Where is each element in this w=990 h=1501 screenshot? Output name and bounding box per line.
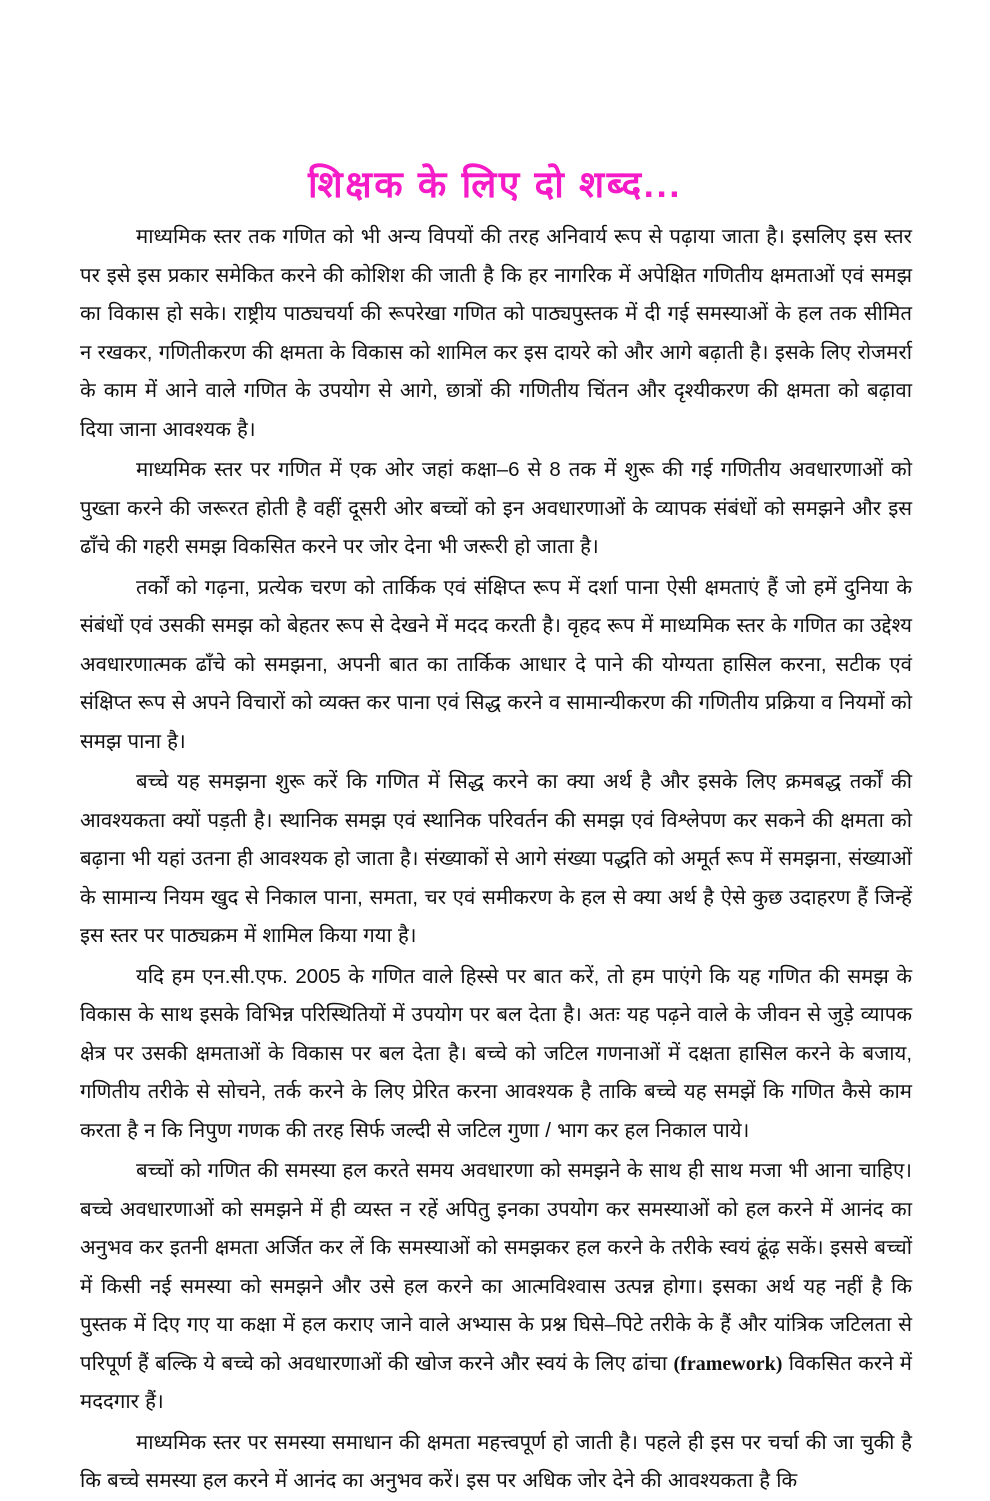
page-title: शिक्षक के लिए दो शब्द... [307,163,683,205]
paragraph-6-latin-term: (framework) [673,1352,783,1375]
paragraph-3: तर्कों को गढ़ना, प्रत्येक चरण को तार्किक एवं संक्षिप्त रूप में दर्शा पाना ऐसी क्षमताएं हैं जो हमें दुनिया के संबंधों एवं उसकी समझ को बेहतर रूप से देखने में मदद करती है। वृहद रूप में माध्यमिक स्तर के गणित का उद्देश्य अवधारणात्मक ढाँचे को समझना, अपनी बात का तार्किक आधार दे पाने की योग्यता हासिल करना, सटीक एवं संक्षिप्त रूप से अपने विचारों को व्यक्त कर पाना एवं सिद्ध करने व सामान्यीकरण की गणितीय प्रक्रिया व नियमों को समझ पाना है। [80,576,912,753]
paragraph-1: माध्यमिक स्तर तक गणित को भी अन्य विपयों की तरह अनिवार्य रूप से पढ़ाया जाता है। इसलिए इस स्तर पर इसे इस प्रकार समेकित करने की कोशिश की जाती है कि हर नागरिक में अपेक्षित गणितीय क्षमताओं एवं समझ का विकास हो सके। राष्ट्रीय पाठ्यचर्या की रूपरेखा गणित को पाठ्यपुस्तक में दी गई समस्याओं के हल तक सीमित न रखकर, गणितीकरण की क्षमता के विकास को शामिल कर इस दायरे को और आगे बढ़ाती है। इसके लिए रोजमर्रा के काम में आने वाले गणित के उपयोग से आगे, छात्रों की गणितीय चिंतन और दृश्यीकरण की क्षमता को बढ़ावा दिया जाना आवश्यक है। [80,226,912,441]
paragraph-4: बच्चे यह समझना शुरू करें कि गणित में सिद्ध करने का क्या अर्थ है और इसके लिए क्रमबद्ध तर्कों की आवश्यकता क्यों पड़ती है। स्थानिक समझ एवं स्थानिक परिवर्तन की समझ एवं विश्लेपण कर सकने की क्षमता को बढ़ाना भी यहां उतना ही आवश्यक हो जाता है। संख्याकों से आगे संख्या पद्धति को अमूर्त रूप में समझना, संख्याओं के सामान्य नियम खुद से निकाल पाना, समता, चर एवं समीकरण के हल से क्या अर्थ है ऐसे कुछ उदाहरण हैं जिन्हें इस स्तर पर पाठ्यक्रम में शामिल किया गया है। [80,771,912,947]
paragraph-6-text-before: बच्चों को गणित की समस्या हल करते समय अवधारणा को समझने के साथ ही साथ मजा भी आना चाहिए। बच्चे अवधारणाओं को समझने में ही व्यस्त न रहें अपितु इनका उपयोग कर समस्याओं को हल करने में आनंद का अनुभव कर इतनी क्षमता अर्जित कर लें कि समस्याओं को समझकर हल करने के तरीके स्वयं ढूंढ़ सकें। इससे बच्चों में किसी नई समस्या को समझने और उसे हल करने का आत्मविश्वास उत्पन्न होगा। इसका अर्थ यह नहीं है कि पुस्तक में दिए गए या कक्षा में हल कराए जाने वाले अभ्यास के प्रश्न घिसे–पिटे तरीके के हैं और यांत्रिक जटिलता से परिपूर्ण हैं बल्कि ये बच्चे को अवधारणाओं की खोज करने और स्वयं के लिए ढांचा [80,1160,912,1375]
paragraph-5: यदि हम एन.सी.एफ. 2005 के गणित वाले हिस्से पर बात करें, तो हम पाएंगे कि यह गणित की समझ के विकास के साथ इसके विभिन्न परिस्थितियों में उपयोग पर बल देता है। अतः यह पढ़ने वाले के जीवन से जुड़े व्यापक क्षेत्र पर उसकी क्षमताओं के विकास पर बल देता है। बच्चे को जटिल गणनाओं में दक्षता हासिल करने के बजाय, गणितीय तरीके से सोचने, तर्क करने के लिए प्रेरित करना आवश्यक है ताकि बच्चे यह समझें कि गणित कैसे काम करता है न कि निपुण गणक की तरह सिर्फ जल्दी से जटिल गुणा / भाग कर हल निकाल पाये। [80,965,912,1142]
paragraph-2: माध्यमिक स्तर पर गणित में एक ओर जहां कक्षा–6 से 8 तक में शुरू की गई गणितीय अवधारणाओं को पुख्ता करने की जरूरत होती है वहीं दूसरी ओर बच्चों को इन अवधारणाओं के व्यापक संबंधों को समझने और इस ढाँचे की गहरी समझ विकसित करने पर जोर देना भी जरूरी हो जाता है। [80,459,912,558]
paragraph-6 [80,1152,912,1422]
document-body [80,218,912,1501]
paragraph-7: माध्यमिक स्तर पर समस्या समाधान की क्षमता महत्त्वपूर्ण हो जाती है। पहले ही इस पर चर्चा की जा चुकी है कि बच्चे समस्या हल करने में आनंद का अनुभव करें। इस पर अधिक जोर देने की आवश्यकता है कि [80,1431,912,1492]
paragraph-6-text-after: विकसित करने में मददगार हैं। [80,1352,912,1413]
